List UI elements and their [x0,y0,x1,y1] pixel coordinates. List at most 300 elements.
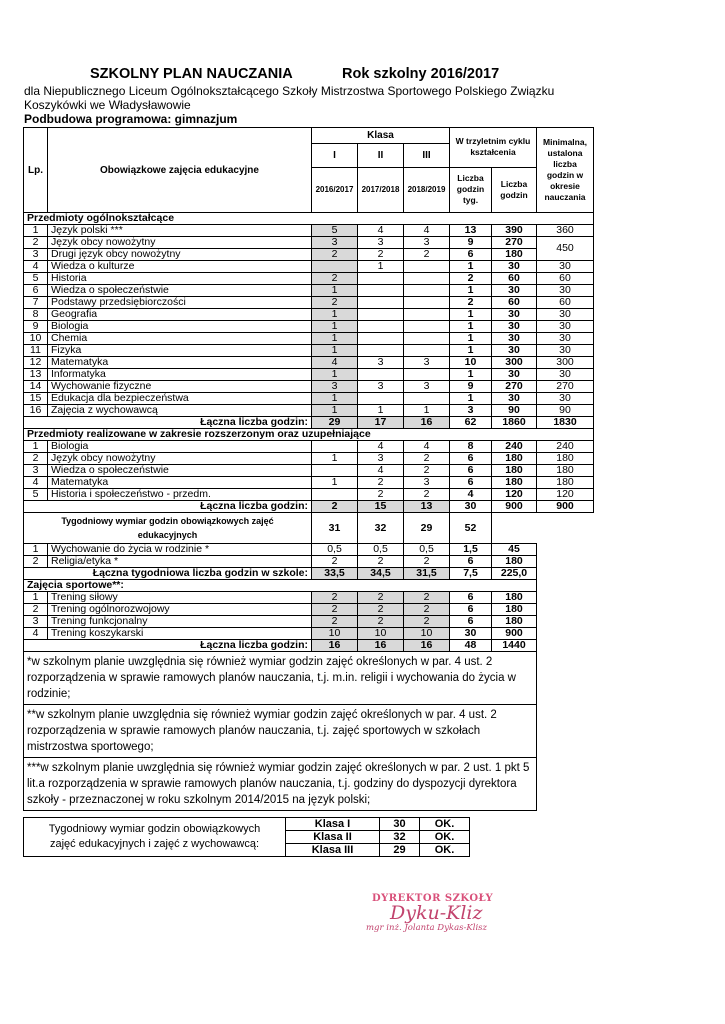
klasa-3-hours: 2 [404,616,450,628]
section-sports-total [24,640,594,652]
klasa-3-hours: 3 [404,381,450,393]
klasa-3-hours: 2 [404,465,450,477]
total-k2: 15 [358,501,404,513]
total-hours: 270 [492,381,537,393]
klasa-2-hours: 2 [358,604,404,616]
klasa-1-hours: 3 [312,381,358,393]
table-row [24,628,594,640]
summary-label: Tygodniowy wymiar godzin obowiązkowych zajęć edukacyjnych i zajęć z wychowawcą: [24,818,286,857]
school-weekly-total [24,568,594,580]
total-k3: 13 [404,501,450,513]
row-number: 3 [24,616,48,628]
row-number: 8 [24,309,48,321]
row-number: 4 [24,477,48,489]
total-min: 900 [537,501,594,513]
row-number: 2 [24,556,48,568]
subject-name: Język obcy nowożytny [48,237,312,249]
total-hours: 900 [492,628,537,640]
total-hours: 30 [492,261,537,273]
row-number: 16 [24,405,48,417]
row-number: 5 [24,489,48,501]
total-hours: 300 [492,357,537,369]
klasa-3-hours: 3 [404,237,450,249]
klasa-1-hours: 0,5 [312,544,358,556]
table-row [24,604,594,616]
klasa-2-hours: 3 [358,357,404,369]
row-number: 14 [24,381,48,393]
subject-name: Język obcy nowożytny [48,453,312,465]
klasa-2-hours: 3 [358,237,404,249]
weekly-hours: 6 [450,477,492,489]
empty-cell [537,705,594,758]
total-hours: 30 [492,321,537,333]
subject-name: Historia i społeczeństwo - przedm. [48,489,312,501]
row-number: 15 [24,393,48,405]
cycle-header: W trzyletnim cyklu kształcenia [450,128,537,168]
minimal-hours: 30 [537,261,594,273]
table-row [24,273,594,285]
row-number: 11 [24,345,48,357]
klasa-3-hours [404,345,450,357]
total-hours: 180 [492,477,537,489]
weekly-hours: 1 [450,369,492,381]
weekly-hours: 6 [450,592,492,604]
weekly-hours: 13 [450,225,492,237]
klasa-1-hours: 10 [312,628,358,640]
weekly-hours: 1,5 [450,544,492,556]
minimal-hours: 180 [537,477,594,489]
klasa-2-hours: 4 [358,465,404,477]
program-basis: Podbudowa programowa: gimnazjum [24,112,238,126]
klasa-3-hours [404,273,450,285]
subject-name: Wychowanie fizyczne [48,381,312,393]
table-row [24,453,594,465]
section-extended [24,429,594,441]
klasa-3-hours [404,309,450,321]
total-godz: 225,0 [492,568,537,580]
klasa-1-hours: 4 [312,357,358,369]
table-row [24,321,594,333]
subject-name: Język polski *** [48,225,312,237]
subject-name: Wiedza o społeczeństwie [48,465,312,477]
table-row [24,357,594,369]
weekly-hours: 6 [450,249,492,261]
klasa-3-hours: 1 [404,405,450,417]
klasa-3-hours: 2 [404,604,450,616]
weekly-hours: 1 [450,333,492,345]
subject-name: Religia/etyka * [48,556,312,568]
section-title: Przedmioty ogólnokształcące [24,213,537,225]
weekly-k1: 31 [312,513,358,544]
klasa-2-hours: 2 [358,477,404,489]
klasa-3-hours [404,333,450,345]
total-k2: 17 [358,417,404,429]
footnote-row [24,705,594,758]
minimal-header: Minimalna, ustalona liczba godzin w okresie nauczania [537,128,594,213]
weekly-hours: 9 [450,237,492,249]
klasa-1-hours: 2 [312,556,358,568]
empty-cell [537,580,594,592]
empty-cell [537,652,594,705]
total-min: 1830 [537,417,594,429]
table-row [24,309,594,321]
empty-cell [537,640,594,652]
weekly-hours: 8 [450,441,492,453]
klasa-2-hours: 4 [358,225,404,237]
table-row [24,237,594,249]
klasa-1-hours: 1 [312,321,358,333]
klasa-3-hours: 3 [404,357,450,369]
total-k2: 34,5 [358,568,404,580]
weekly-hours: 2 [450,297,492,309]
klasa-2-hours: 1 [358,405,404,417]
subject-name: Trening siłowy [48,592,312,604]
klasa-1-hours: 2 [312,249,358,261]
empty-cell [537,429,594,441]
row-number: 2 [24,453,48,465]
total-k3: 31,5 [404,568,450,580]
minimal-hours: 270 [537,381,594,393]
table-row [24,297,594,309]
minimal-hours: 30 [537,333,594,345]
table-row [24,369,594,381]
table-row [24,393,594,405]
row-number: 1 [24,441,48,453]
weekly-hours: 2 [450,273,492,285]
minimal-hours: 60 [537,273,594,285]
header-row [24,128,594,144]
klasa-3-hours [404,297,450,309]
empty-cell [492,513,537,544]
table-row [24,381,594,393]
klasa-1-hours: 1 [312,285,358,297]
row-number: 1 [24,544,48,556]
klasa-1-hours: 1 [312,477,358,489]
summary-status: OK. [420,818,470,831]
klasa-3-hours [404,393,450,405]
subject-name: Wychowanie do życia w rodzinie * [48,544,312,556]
weekly-hours: 6 [450,556,492,568]
klasa-1-hours: 1 [312,309,358,321]
klasa-1-hours: 3 [312,237,358,249]
weekly-label: Tygodniowy wymiar godzin obowiązkowych zajęć edukacyjnych [24,513,312,544]
table-row [24,441,594,453]
klasa-2-hours: 0,5 [358,544,404,556]
klasa-3-hours: 2 [404,489,450,501]
klasa-2-hours [358,369,404,381]
klasa-3-hours: 2 [404,249,450,261]
total-k1: 33,5 [312,568,358,580]
klasa-2-hours: 3 [358,381,404,393]
weekly-hours: 1 [450,393,492,405]
klasa-3-hours: 4 [404,441,450,453]
klasa-3-hours: 0,5 [404,544,450,556]
klasa-1-hours [312,489,358,501]
row-number: 4 [24,628,48,640]
summary-hours: 32 [380,831,420,844]
director-signature: Dyku-Kliz [390,902,483,924]
klasa-2-hours [358,393,404,405]
empty-cell [537,513,594,544]
klasa-2-hours: 1 [358,261,404,273]
year-2-label: 2017/2018 [358,167,404,212]
weekly-k3: 29 [404,513,450,544]
total-tyg: 7,5 [450,568,492,580]
klasa-3-hours: 10 [404,628,450,640]
table-row [24,333,594,345]
total-hours: 180 [492,604,537,616]
director-stamp-title: DYREKTOR SZKOŁY [372,893,494,904]
klasa-1-hours: 1 [312,405,358,417]
summary-klasa: Klasa I [286,818,380,831]
weekly-tyg: 52 [450,513,492,544]
section-general [24,213,594,225]
row-number: 2 [24,604,48,616]
minimal-hours: 30 [537,393,594,405]
klasa-1-hours [312,465,358,477]
minimal-hours: 450 [537,237,594,261]
weekly-hours: 6 [450,465,492,477]
klasa-1-hours: 1 [312,369,358,381]
klasa-3-hours: 2 [404,592,450,604]
table-row [24,261,594,273]
total-hours: 270 [492,237,537,249]
empty-cell [537,616,594,628]
total-hours: 180 [492,249,537,261]
klasa-1-hours: 5 [312,225,358,237]
total-tyg: 30 [450,501,492,513]
table-row [24,249,594,261]
minimal-hours: 90 [537,405,594,417]
klasa-1-hours: 1 [312,453,358,465]
klasa-2-hours: 2 [358,249,404,261]
total-godz: 900 [492,501,537,513]
row-number: 2 [24,237,48,249]
klasa-2-hours: 2 [358,592,404,604]
weekly-hours: 10 [450,357,492,369]
table-row [24,345,594,357]
table-row [24,489,594,501]
total-hours: 180 [492,616,537,628]
minimal-hours: 180 [537,453,594,465]
table-row [24,405,594,417]
school-year: Rok szkolny 2016/2017 [342,66,500,82]
subject-name: Trening koszykarski [48,628,312,640]
curriculum-table [23,127,594,811]
klasa-1-hours [312,261,358,273]
total-hours: 30 [492,369,537,381]
subject-name: Trening ogólnorozwojowy [48,604,312,616]
klasa-3-hours: 4 [404,225,450,237]
klasa-2-hours: 2 [358,489,404,501]
summary-klasa: Klasa II [286,831,380,844]
minimal-hours: 30 [537,369,594,381]
klasa-2-hours [358,333,404,345]
klasa-2-hours [358,345,404,357]
subject-name: Matematyka [48,477,312,489]
klasa-1-hours: 1 [312,333,358,345]
minimal-hours: 300 [537,357,594,369]
klasa-1-hours: 1 [312,345,358,357]
total-hours: 45 [492,544,537,556]
klasa-3-hours: 3 [404,477,450,489]
row-number: 10 [24,333,48,345]
minimal-hours: 30 [537,345,594,357]
table-row [24,616,594,628]
table-row [24,477,594,489]
total-hours: 120 [492,489,537,501]
weekly-k2: 32 [358,513,404,544]
klasa-2-hours [358,273,404,285]
klasa-3-hours: 2 [404,453,450,465]
subject-name: Wiedza o społeczeństwie [48,285,312,297]
total-hours: 30 [492,285,537,297]
total-hours: 180 [492,556,537,568]
total-hours: 30 [492,393,537,405]
weekly-hours: 6 [450,616,492,628]
row-number: 6 [24,285,48,297]
subject-name: Podstawy przedsiębiorczości [48,297,312,309]
empty-cell [537,556,594,568]
row-number: 9 [24,321,48,333]
klasa-2-label: II [358,143,404,167]
klasa-2-hours: 4 [358,441,404,453]
klasa-header: Klasa [312,128,450,144]
section-general-total [24,417,594,429]
subject-name: Biologia [48,441,312,453]
total-k1: 2 [312,501,358,513]
table-row [24,556,594,568]
footnote: *w szkolnym planie uwzględnia się również wymiar godzin zajęć określonych w par. 4 ust. 2 rozporządzenia w sprawie ramowych planów nauczania, t.j. m.in. religii i wychowania do życia w rodzinie; [24,652,537,705]
row-number: 5 [24,273,48,285]
subject-name: Biologia [48,321,312,333]
total-label: Łączna tygodniowa liczba godzin w szkole: [24,568,312,580]
klasa-3-hours [404,285,450,297]
summary-klasa: Klasa III [286,844,380,857]
table-row [24,225,594,237]
total-hours: 30 [492,345,537,357]
klasa-2-hours [358,285,404,297]
year-1-label: 2016/2017 [312,167,358,212]
weekly-hours: 30 [450,628,492,640]
subject-name: Fizyka [48,345,312,357]
section-sports [24,580,594,592]
total-k3: 16 [404,417,450,429]
weekly-hours: 6 [450,604,492,616]
row-number: 12 [24,357,48,369]
row-number: 1 [24,592,48,604]
footnote: **w szkolnym planie uwzględnia się również wymiar godzin zajęć określonych w par. 4 ust. 2 rozporządzenia w sprawie ramowych planów nauczania, t.j. zajęć sportowych w szkołach mistrzostwa sportowego; [24,705,537,758]
klasa-1-hours: 2 [312,604,358,616]
klasa-1-hours: 2 [312,297,358,309]
minimal-hours: 30 [537,285,594,297]
weekly-hours: 4 [450,489,492,501]
total-label: Łączna liczba godzin: [24,640,312,652]
year-3-label: 2018/2019 [404,167,450,212]
subject-name: Historia [48,273,312,285]
klasa-2-hours: 10 [358,628,404,640]
school-name-line2: Koszykówki we Władysławowie [24,98,191,112]
row-number: 3 [24,249,48,261]
total-hours: 240 [492,441,537,453]
total-hours: 30 [492,309,537,321]
total-hours: 30 [492,333,537,345]
total-hours: 180 [492,592,537,604]
total-hours: 390 [492,225,537,237]
empty-cell [537,758,594,811]
klasa-1-label: I [312,143,358,167]
total-hours: 180 [492,465,537,477]
weekly-total-row [24,513,594,544]
document-title: SZKOLNY PLAN NAUCZANIA [90,66,293,82]
total-k3: 16 [404,640,450,652]
klasa-2-hours: 2 [358,556,404,568]
row-number: 3 [24,465,48,477]
empty-cell [537,568,594,580]
subjects-header: Obowiązkowe zajęcia edukacyjne [48,128,312,213]
minimal-hours: 120 [537,489,594,501]
empty-cell [537,544,594,556]
summary-table [23,817,470,857]
summary-status: OK. [420,844,470,857]
hours-total-header: Liczba godzin [492,167,537,212]
section-extended-total [24,501,594,513]
school-name-line1: dla Niepublicznego Liceum Ogólnokształcącego Szkoły Mistrzostwa Sportowego Polskiego Związku [24,84,555,98]
subject-name: Zajęcia z wychowawcą [48,405,312,417]
klasa-1-hours: 2 [312,616,358,628]
klasa-1-hours [312,441,358,453]
section-title: Przedmioty realizowane w zakresie rozszerzonym oraz uzupełniające [24,429,537,441]
klasa-3-hours [404,321,450,333]
weekly-hours: 9 [450,381,492,393]
row-number: 4 [24,261,48,273]
weekly-hours: 6 [450,453,492,465]
total-hours: 90 [492,405,537,417]
footnote-row [24,758,594,811]
klasa-2-hours [358,309,404,321]
minimal-hours: 30 [537,321,594,333]
total-hours: 60 [492,273,537,285]
empty-cell [537,604,594,616]
klasa-1-hours: 2 [312,273,358,285]
weekly-hours: 1 [450,285,492,297]
weekly-hours: 1 [450,345,492,357]
summary-status: OK. [420,831,470,844]
klasa-3-hours [404,369,450,381]
subject-name: Geografia [48,309,312,321]
row-number: 7 [24,297,48,309]
total-hours: 180 [492,453,537,465]
minimal-hours: 360 [537,225,594,237]
empty-cell [537,213,594,225]
summary-hours: 29 [380,844,420,857]
empty-cell [537,592,594,604]
footnote-row [24,652,594,705]
weekly-hours: 1 [450,309,492,321]
summary-hours: 30 [380,818,420,831]
empty-cell [537,628,594,640]
weekly-hours: 1 [450,261,492,273]
total-godz: 1860 [492,417,537,429]
subject-name: Informatyka [48,369,312,381]
total-tyg: 48 [450,640,492,652]
hours-weekly-header: Liczba godzin tyg. [450,167,492,212]
section-title: Zajęcia sportowe**: [24,580,537,592]
minimal-hours: 180 [537,465,594,477]
table-row [24,544,594,556]
klasa-1-hours: 1 [312,393,358,405]
weekly-hours: 1 [450,321,492,333]
